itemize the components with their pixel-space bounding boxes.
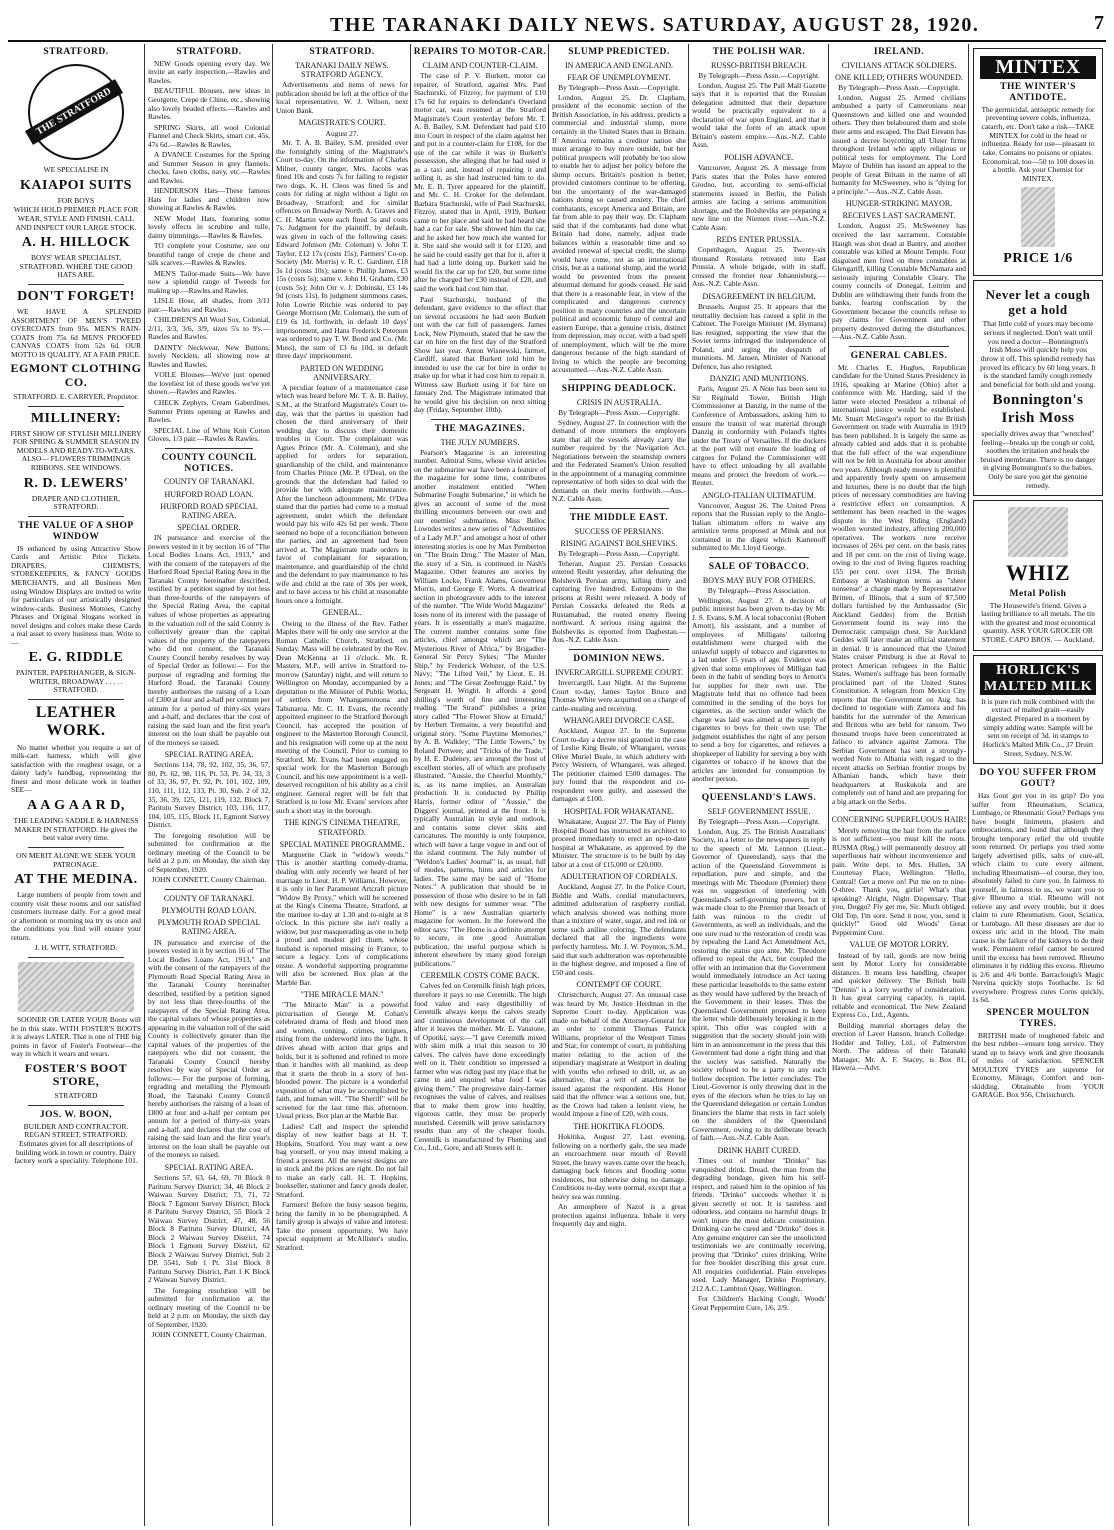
slump-head: SLUMP PREDICTED. <box>568 47 670 57</box>
mintex-title: MINTEX <box>980 56 1096 79</box>
rawles-ad: DAINTY Neckwear, New Buttons, lovely Necklets, all showing now at Rawles and Rawles. <box>148 342 270 369</box>
anglo-head: ANGLO-ITALIAN ULTIMATUM. <box>702 490 816 500</box>
cough-body: That little cold of yours may become serious if neglected. Don't wait until you need a doctor—Bonnington's Irish Moss will quickly help you throw it off. This splendid remedy has proved its efficacy by 60 long years. It is the standard family cough remedy and beneficial for both old and young. <box>980 319 1096 389</box>
col3-head: STRATFORD. <box>309 47 375 57</box>
horlicks-title: HORLICK'S MALTED MILK <box>980 663 1096 695</box>
shipping-sub: CRISIS IN AUSTRALIA. <box>576 397 662 407</box>
plymouth-body: IN pursuance and exercise of the powers vested in it by section 16 of "The Local Bodies Loans Act, 1913," and with the consent of the ratepayers of the Plymouth Road Special Rating Area in the Taranaki County hereinafter described, testified by a petition signed by not less than three-fourths of the ratepayers of the Special Rating Area, the capital values of whose properties as appearing in the valuation roll of the said County is collectively greater than the capital values of the properties of the ratepayers who did not consent, the Taranaki County Council hereby resolves by way of Special Order as follows:— For the purpose of forming, regrading and metalling the Plymouth Road, the Taranaki County Council hereby authorises the raising of a loan of £800 at four and a-half per centum per annum for a period of thirty-six years and a-half, and declares that the cost of raising the said loan and the first year's interest on the loan shall be payable out of the moneys so raised. <box>148 937 270 1160</box>
boot-body: SOONER OR LATER YOUR Boots will be in this state. WITH FOSTER'S BOOTS it is always LATER. That is one of THE big points in favor of Foster's Footwear—the way in which it wears and wears. <box>11 1014 141 1059</box>
masthead <box>0 0 1114 38</box>
ireland-sub-2: ONE KILLED; OTHERS WOUNDED. <box>835 73 963 83</box>
rawles-ad: CHILDREN'S All Wool Sox, Colonial, 2/11, 3/3, 3/6, 3/9, sizes 5's to 9's.—Rawles and Rawles. <box>148 315 270 342</box>
plymouth-area: PLYMOUTH ROAD SPECIAL RATING AREA. <box>157 918 261 937</box>
motor-body-2: Paul Stachurski, husband of the defendant, gave evidence to the effect that on several occasions he had seen Burkett out with the car full of passengers. James Lock, New Plymouth, stated that he saw the car on hire on the first day of the Stratford Show last year. Anton Wisnewski, farmer, Cardiff, stated that Burkett told him he intended to use the car for hire in order to make up for what it had cost him to repair it. Witness saw Burkett using it for hire on January 2nd. The Magistrate intimated that he would give his decision on next sitting day (Friday, September 10th). <box>414 294 546 415</box>
ceremilk-body: Calves fed on Ceremilk finish high prices, therefore it pays to use Ceremilk. The high food value and easy digestibility of Ceremilk always keeps the calves steady and continuous development of the calf after it leaves the mother. Mr. E. Vanstone, of Opotiki, says:—"I gave Ceremilk mixed with skim milk a trial this season to 30 calves. The calves have done exceedingly well on it. Their condition so impressed a farmer who was riding past my place that he came in and enquired what food I was giving them." The progressive dairy-farmer recognises the value of calves, and realises that to make them grow into healthy, vigorous cattle, they must be properly nourished. Ceremilk will prove satisfactory results than any of the cheaper foods. Ceremilk is manufactured by Fleming and Co., Ltd., Gore, and all Stores sell it. <box>414 981 546 1153</box>
general-body: Owing to the illness of the Rev. Father Maples there will be only one service at the Roman Catholic Church, Stratford, on Sunday. Mass will be celebrated by the Rev. Dean McKenna at 11 o'clock. Mr. R. Masters, M.P., will arrive in Stratford to-morrow (Saturday) night, and will return to Wellington on Monday, accompanied by a deputation to the Minister of Public Works, of settlers from Whangamomona and Tahunaroa. Mr. C. H. Evans, the recently appointed engineer to the Stratford Borough Council, has accepted the position of engineer to the Masterton Borough Council, and his resignation will come up at the next meeting of the Council. Prior to coming to Stratford, Mr. Evans had been engaged on special work for the Masterton Borough Council, and his new appointment is a well-deserved recognition of his ability as a civil engineer. General regret will be felt that Stratford is to lose Mr. Evans' services after such a short stay in the borough. <box>276 618 408 815</box>
hair-body: Merely removing the hair from the surface is not sufficient—you must kill the roots. RUSMA (Reg.) will permanently destroy all superfluous hair without inconvenience and pain. Write dept. to Mrs. Hullen, 3A Courtenay Place, Wellington. "Hello, Central! Get a move on! Put me on to nine-O-three. Thank you, girlie! What's that speaking? Alright, Night Dispensary. That you, Doggo? Fly get me, Sir. Much obliged. Old Top, I'm sore. Send it now, you, send it quickly!" Good old Woods' Great Peppermint Cure. <box>832 825 966 937</box>
byline: By Telegraph—Press Assn.—Copyright. <box>698 71 820 81</box>
riddle: E. G. RIDDLE <box>28 650 124 666</box>
shop-window: THE VALUE OF A SHOP WINDOW <box>18 521 134 542</box>
byline: By Telegraph—Press Assn.—Copyright. <box>698 817 820 827</box>
rawles-ad: NEW Model Hats, featuring some lovely effects in scrubine and tulle, dainty trimmings.—Rawles & Rawles. <box>148 213 270 240</box>
spencer-head: SPENCER MOULTON TYRES. <box>986 1007 1090 1029</box>
hillock: A. H. HILLOCK <box>21 235 131 251</box>
rawles-ad: VOILE Blouses—We've just opened the loveliest lot of these goods we've yet shown.—Rawles and Rawles. <box>148 370 270 397</box>
plymouth-tail: The foregoing resolution will be submitted for confirmation at the ordinary meeting of the Council to be held at 2 p.m. on Monday, the sixth day of September, 1920. <box>148 1285 270 1329</box>
mintex-price: PRICE 1/6 <box>1003 251 1073 267</box>
rawles-ad: A DVANCE Costumes for the Spring and Summer Season in grey flannels, checks, fawn cloths, navy, etc.—Rawles and Rawles. <box>148 150 270 185</box>
july-numbers: THE JULY NUMBERS. <box>440 437 520 447</box>
ireland-head: IRELAND. <box>873 47 925 57</box>
dom-sub: INVERCARGILL SUPREME COURT. <box>555 667 683 677</box>
hokitika-body: Hokitika, August 27. Last evening, following on a northerly gale, the sea made an encroachment near mouth of Revell Street, the heavy waves came over the beach, damaging back fences and flooding some residences, but otherwise doing no damage. Conditions to-day were normal, except that a heavy sea was running. <box>552 1132 686 1201</box>
divider <box>28 957 124 958</box>
plymouth-rating-head: SPECIAL RATING AREA. <box>164 1162 254 1172</box>
bonn-body: specially drives away that "wretched" feeling—breaks up the cough or cold, soothes the irritation and heals the bruised membrane. There is no danger in giving Bonnington's to the babies. Only be sure you get the genuine remedy. <box>980 428 1096 490</box>
motor-body: The case of P. V. Burkett, motor car repairer, of Stratford, against Mrs. Paul Stachurski, of Fitzroy, for payment of £10 17s 6d for repairs to defendant's Overland motor car, was resumed at the Stratford Magistrate's Court yesterday before Mr. T. A. B. Bailey, S.M. Defendant had paid £10 into Court in respect of the claim against her and put in a counter-claim for £108, for the use of the car while it was in Burkett's possession, she alleging that he had used it as a taxi and, instead of repairing it and selling it, as she had instructed him to do. Mr. E. B. Tyrer appeared for the plaintiff, and Mr. C. H. Croker for the defendant. Barbara Stachurski, wife of Paul Stachurski, Fitzroy, stated that in April, 1919, Burkett came to her place and said he had heard she had a car for sale. She showed him the car, and he asked her how much she wanted for it. She said she would sell it for £120, and he said he could easily get that for it, after it had had a little doing up. Burkett said he would fix the car up for £20, but some time after he charged her £30 instead of £20, and said the work had cost him that. <box>414 71 546 293</box>
column-1 <box>8 44 144 1526</box>
miracle-body: "The Miracle Man" is a powerful picturisation of George M. Cohan's celebrated drama of flesh and blood men and women, cunning, crimes, intrigues, rising from the underworld into the light. It drives ahead with action that grips and holds, but it is softened and refined to more than it handles with all mankind, as deep that it starts the throb in a story of hot-blooded power. The picture is a wonderful exposition of what may be accomplished by faith, and human will. "The Sheriff" will be screened for the last time this afternoon. Usual prices. Box plan at the Marble Bar. <box>276 1000 408 1121</box>
hunger-body: London, August 25. McSweeney has received the last sacrament. Constable Haugh was shot dead at Bantry, and another constable was killed at Mount Temple. Four disguised men fired on three constables at Glengariff, killing Constable McNamara and seriously injuring Constable Cleary. The county councils of Donegal, Leitrim and Dublin are withdrawing their funds from the banks, fearing confiscation by the Government because the councils refuse to pay claims for Government and other property destroyed during the disturbances.—Aus.-N.Z. Cable Assn. <box>832 221 966 342</box>
me-sub-2: RISING AGAINST BOLSHEVIKS. <box>560 538 678 548</box>
column-6 <box>688 44 829 1526</box>
magistrates-court: MAGISTRATE'S COURT. <box>298 118 386 128</box>
divider <box>28 284 124 285</box>
rawles-ad: TO complete your Costume, see our beautiful range of crepe de chene and silk scarves.—Rawles & Rawles. <box>148 241 270 268</box>
suits-body: WHICH HOLD PREMIER PLACE FOR WEAR, STYLE AND FINISH. CALL AND INSPECT OUR LARGE STOCK. <box>13 205 139 232</box>
hurford-area: HURFORD ROAD SPECIAL RATING AREA. <box>160 501 258 520</box>
ireland-body: London, August 25. Armed civilians ambushed a party of Cameronians near Queenstown and killed one and wounded others. They then belaboured them and stole their arms and escaped. The Dail Eireann has issued a decree boycotting all Ulster firms throughout Ireland who apply religious or political tests for employment. The Lord Mayor of Dublin has issued an appeal to the people of Great Britain in the name of all humanity for McSweeney, who is "dying for a principle."—Aus.-N.Z. Cable Assn. <box>832 92 966 196</box>
danzig-body: Paris, August 25. A Note has been sent to Sir Reginald Tower, British High Commissioner at Danzig, in the name of the Conference of Ambassadors, asking him to ensure the transit of war material through Danzig in conformity with Poland's rights under the Treaty of Versailles. If the dockers at the port will not ensure the loading of cargoes for Poland the Commissioner will have to effect unloading by all available means and protect the freedom of work.—Reuter. <box>692 384 826 488</box>
ceremilk-head: CEREMILK COSTS COME BACK. <box>420 971 540 981</box>
advance-body: Vancouver, August 26. A message from Paris states that the Poles have entered Grodno, but, according to semi-official statements issued in Berlin, the Polish armies are facing a serious ammunition shortage, and the Bolsheviks are preparing a new line on the Niemen river.—Aus.-N.Z. Cable Assn. <box>692 163 826 232</box>
tobacco-sub: BOYS MAY BUY FOR OTHERS. <box>702 575 816 585</box>
divider <box>28 699 124 700</box>
kings-body: Marguerite Clark in "widow's weeds." This is another startling comedy-drama, dealing with only recently we heard of her marriage to Lieut. H. P. Williams. However, it is only in her Paramount Artcraft picture "Widow By Proxy," which will be screened at the King's Cinema Theatre, Stratford, at the matinee to-day at 1.30 and to-night at 8 o'clock. In this picture she isn't really a widow, but just masquerading as one to help a proud and modest girl chum, whose husband is reported missing in France, to secure a legacy. Lots of complications ensue. A wonderful supporting programme will also be screened. Box plan at the Marble Bar. <box>276 849 408 987</box>
belgium-head: DISAGREEMENT IN BELGIUM. <box>702 291 816 301</box>
me-sub-1: SUCCESS OF PERSIANS. <box>574 526 664 536</box>
tobacco-by: By Telegraph—Press Association. <box>707 586 811 596</box>
rawles-ad: CHECK Zephyrs, Cream Gaberdines, Summer Prints opening at Rawles and Rawles. <box>148 398 270 425</box>
rating-area: SPECIAL RATING AREA. <box>164 750 254 760</box>
kash-logo <box>28 64 124 160</box>
lewers-sub: DRAPER AND CLOTHIER, STRATFORD. <box>31 493 121 512</box>
aagaard: A A G A A R D, <box>27 797 125 813</box>
medina: AT THE MEDINA. <box>14 872 138 888</box>
kings-cinema: THE KING'S CINEMA THEATRE, STRATFORD. <box>284 818 400 837</box>
order-body: IN pursuance and exercise of the powers vested in it by section 16 of "The Local Bodies Loans Act, 1913," and with the consent of the ratepayers of the Hurford Road Special Rating Area in the Taranaki County hereinafter described, testified by a petition signed by not less than three-fourths of the ratepayers of the Special Rating Area, the capital values of whose properties as appearing in the valuation roll of the said County is collectively greater than the capital values of the property of the ratepayers who did not consent, the Taranaki County Council hereby resolves by way of Special Order as follows:— For the purpose of regrading and forming the Hurford Road, the Taranaki County hereby authorises the raising of a Loan of £300 at four and a-half per centum per annum for a period of thirty-six years and a-half, and declares that the cost of raising the said loan and the first year's interest on the loan shall be payable out of the moneys so raised. <box>148 533 270 747</box>
dont-forget: DON'T FORGET! <box>17 289 135 305</box>
millinery: MILLINERY: <box>30 410 122 426</box>
slump-sub-2: FEAR OF UNEMPLOYMENT. <box>567 73 671 83</box>
divider <box>28 1105 124 1106</box>
queensland-sub: SELF GOVERNMENT ISSUE. <box>707 806 811 816</box>
byline: By Telegraph—Press Assn.—Copyright. <box>838 83 960 93</box>
divider <box>569 379 669 380</box>
agency-body: Advertisements and items of news for publication should be left at the office of the local representative, W. J. Wilson, next Union Bank. <box>276 80 408 115</box>
divider <box>709 788 809 789</box>
divorce-head: WHANGAREI DIVORCE CASE. <box>563 716 675 726</box>
kaiapoi-suits: KAIAPOI SUITS <box>20 177 132 193</box>
divider <box>849 810 949 811</box>
rawles-ad: BEAUTIFUL Blouses, new ideas in Georgette, Crepe de Chine, etc., showing also lovely beaded effects.—Rawles and Rawles. <box>148 86 270 122</box>
whiz-title: WHIZ <box>1005 560 1071 586</box>
rating-body: Sections 114, 78, 92, 102, 35, 36, 57, 80, Pt. 62, 98, 116, Pt. 53, Pt. 34, 33, 3 of 33, 36, 97, Pt. 92, Pt. 101, 102, 109, 110, 111, 112, 133, Pt. 30, Sub. 2 of 32, 35, 36, 39, 125, 121, 119, 132, Block 7, Paritutu Survey District; 103, 116, 117, 104, 105, 115, Block 11, Egmont Survey District. <box>148 760 270 830</box>
belgium-body: Brussels, August 25. It appears that the neutrality decision has caused a split in the Cabinet. The Foreign Minister (M. Hymans) has resigned, supporting the view that the Soviet terms infringed the independence of Poland, and urging the despatch of munitions. M. Jansen, Minister of National Defence, has also resigned. <box>692 302 826 371</box>
motor-car-head: REPAIRS TO MOTOR-CAR. <box>413 47 547 57</box>
dom-body: Invercargill, Last Night. At the Supreme Court to-day, James Taylor Bruce and Thomas White were acquitted on a charge of cattle-stealing and receiving. <box>552 678 686 713</box>
newspaper-title: THE TARANAKI DAILY NEWS. SATURDAY, AUGUST 28, 1920. <box>330 14 980 36</box>
mintex-sub: THE WINTER'S ANTIDOTE. <box>1000 82 1076 103</box>
column-3 <box>272 44 411 1526</box>
general-cables-head: GENERAL CABLES. <box>850 350 948 361</box>
rawles-ad: NEW Goods opening every day. We invite an early inspection.—Rawles and Rawles. <box>148 58 270 85</box>
col2-head: STRATFORD. <box>176 47 242 57</box>
queensland-head: QUEENSLAND'S LAWS. <box>701 792 817 803</box>
contempt-body: Christchurch, August 27. An unusual case was heard by Mr. Justice Herdman in the Supreme Court to-day. Application was made on behalf of the Attorney-General for an order to commit Thomas Patrick Williams, proprietor of the Westport Times and Star, for contempt of court, in publishing matter relating to the action of the stipendiary magistrate at Westport in dealing with youths who refused to drill, or, as an alternative, that a writ of attachment be issued against the respondent. His Honor said that the offence was a serious one, but, as the Crown had taken a lenient view, he would impose a fine of £20, with costs. <box>552 990 686 1119</box>
matinee: SPECIAL MATINEE PROGRAMME. <box>279 839 405 849</box>
mintex-body: The germicidal, antiseptic remedy for preventing severe colds, influenza, catarrh, etc. Don't take a risk—TAKE MINTEX for cold in the head or influenza. Ready for use—pleasant to take. Contains no poisons or opiates. Economical, too—50 to 100 doses in a bottle. Ask your Chemist for MINTEX. <box>981 104 1095 183</box>
lorry-body: Instead of by rail, goods are now being sent by Motor Lorry for considerable distances. It means less handling, cheaper and quicker delivery. The British built "Dennis" is a lorry worthy of consideration. It has great carrying capacity, is rapid, reliable and economical. The New Zealand Express Co., Ltd., Agents. <box>832 950 966 1020</box>
whiz-tin <box>1008 507 1068 557</box>
rating-tail: The foregoing resolution will be submitted for confirmation at the ordinary meeting of the Council to be held at 2 p.m. on Monday, the sixth day of September, 1920. <box>148 830 270 874</box>
shipping-body: Sydney, August 27. In connection with the demand of more trimmers the employers state that all the vessels already carry the number required by the Navigation Act. Negotiations between the steamship owners and the Federated Seamen's Union resulted in the appointment of a managing committee representative of both sides to deal with the demands on their merits forthwith.—Aus.-N.Z. Cable Assn. <box>552 417 686 504</box>
divorce-body: Auckland, August 27. In the Supreme Court to-day a decree nisi granted in the case of Leslie King Beale, of Whangarei, versus Olive Muriel Beale, in which adultery with Percy Western, of Whangarei, was alleged. The petitioner claimed £500 damages. The jury found that the respondent and co-respondent were guilty, and assessed the damages at £100. <box>552 726 686 804</box>
county-taranaki-2: COUNTY OF TARANAKI. <box>163 893 255 903</box>
rawles-ad: SPECIAL Line of White Knit Cotton Gloves, 1/3 pair.—Rawles & Rawles. <box>148 425 270 444</box>
me-body: Teheran, August 25. Persian Cossacks entered Resht yesterday, after defeating the Bolshevik Persian army, killing thirty and capturing five hundred. Europeans in the prisons at Resht were released. A body of Persian Cossacks defeated the Reds at Rustamabad, the routed enemy fleeing northward. A serious rising against the Bolsheviks is reported from Daghestan.—Aus.-N.Z. Cable Assn. <box>552 558 686 645</box>
rawles-ads <box>145 60 273 444</box>
agency: TARANAKI DAILY NEWS. STRATFORD AGENCY. <box>295 60 389 80</box>
special-order: SPECIAL ORDER. <box>177 523 241 533</box>
divider <box>165 889 253 890</box>
byline: By Telegraph—Press Assn.—Copyright. <box>558 408 680 418</box>
claim-sub: CLAIM AND COUNTER-CLAIM. <box>422 60 538 70</box>
court-date: August 27. <box>325 128 359 138</box>
county-notices: COUNTY COUNCIL NOTICES. <box>161 452 257 474</box>
page-number: 7 <box>1094 12 1104 34</box>
polish-body: London, August 25. The Pall Mall Gazette says that it is reported that the Russian delegation admitted that their departure would be practically equivalent to a declaration of war upon England, and that it would take the form of an attack upon Britain's eastern empire.—Aus.-N.Z. Cable Assn. <box>692 80 826 150</box>
page-columns <box>8 44 1106 1526</box>
egmont-sub: STRATFORD. E. CARRYER, Proprietor. <box>13 391 139 401</box>
cordials-head: ADULTERATION OF CORDIALS. <box>560 872 678 882</box>
rawles-ad: SPRING Skirts, all wool Colonial Flannel and Check Skirts, smart cut, 45s, 47s 6d.—Rawles & Rawles. <box>148 122 270 149</box>
horlicks-body: It is pure rich milk combined with the extract of malted grain—easily digested. Prepared in a moment by simply adding water. Sample will be sent on receipt of 3d. in stamps to Horlick's Malted Milk Co., 37 Druitt Street, Sydney, N.S.W. <box>981 696 1095 758</box>
riddle-sub: PAINTER, PAPERHANGER, & SIGN-WRITER, BROADWAY . . . . . STRATFORD. <box>15 668 137 695</box>
bonningtons: Bonnington's Irish Moss <box>992 392 1084 426</box>
medina-body: Large numbers of people from town and country visit these rooms and our satisfied customers increase daily. For a good meal or afternoon or morning tea try us once and the conditions you find will ensure your return. <box>11 890 141 942</box>
millinery-body: FIRST SHOW OF STYLISH MILLINERY FOR SPRING & SUMMER SEASON IN MODELS AND READY-TO-WEARS. ALSO— FLOWERS TRIMMINGS RIBBONS. SEE WINDOWS. <box>10 428 142 473</box>
drink-body: Times out of number "Drinko" has vanquished drink. Dread, the man from the degrading bondage, given him his self-respect, and raised him in the opinion of his friends. "Drinko" succeeds whether it is given secretly or not. It is tasteless and odourless, and contains no harmful drugs. It won't injure the most delicate constitution. Drinking can be cured and "Drinko" does it. Any genuine enquirer can see the unsolicited testimonials we are continually receiving, proving that "Drinko" cures drinking. Write for free booklet describing this great cure. All enquiries confidential. Plain envelopes used. Lady Manager, Drinko Proprietary, 212 A.C. Lambton Quay, Wellington. <box>692 1155 826 1293</box>
middle-east-head: THE MIDDLE EAST. <box>569 512 669 523</box>
magazines-head: THE MAGAZINES. <box>434 423 526 434</box>
spencer-body: BRITISH made of toughened fabric and the best rubber—ensure long service. They stand up to heavy work and give thousands of miles of satisfaction. SPENCER MOULTON TYRES are supreme for Economy, Mileage, Comfort and non-skidding. Obtainable from YOUR GARAGE. Box 956, Christchurch. <box>972 1030 1104 1100</box>
boot-sub: STRATFORD <box>54 1091 98 1101</box>
gout-head: DO YOU SUFFER FROM GOUT? <box>979 768 1097 790</box>
ladies-ad: Ladies! Call and inspect the splendid display of new leather bags at H. T. Hopkins, Stratford. You may want a new bag yourself, or you may intend making a friend a present. All the newest designs are in stock and the prices are right. Do not fail to make an early call. H. T. Hopkins, bookseller, stationer and fancy goods dealer, Stratford. <box>276 1121 408 1199</box>
suits-sub: FOR BOYS <box>57 195 95 205</box>
logo-band: THE STRATFORD KASH <box>25 79 123 145</box>
specialise: WE SPECIALISE IN <box>43 164 109 174</box>
gout-body: Has Gout got you in its grip? Do you suffer from Rheumatism, Sciatica, Lumbago, or Rheumatic Gout? Perhaps you have bought liniments, plasters and embrocations, and found that although they brought temporary relief the old trouble soon returned. Or perhaps you tried some largely advertised pills, salts or cure-all, which claim to cure every ailment, including Rheumatism—of course, they too, absolutely failed to cure you. In fairness to yourself, in fairness to us, we want you to give Rheumo a trial. Rheumo will not relieve any and every trouble, but it does claim to cure Rheumatism, Gout, Sciatica, or Lumbago. All these diseases are due to excess uric acid in the blood. The main cause is the failure of the kidneys to do their work. Permanent relief cannot be secured until the excess has been removed. Rheumo eliminates it by ridding this excess. Rheumo is 2/6 and 4/6 bottle. Barraclough's Magic Nervina quickly stops Toothache. 1s 6d everywhere. Progress cures Corns quickly, 1s 6d. <box>972 791 1104 1005</box>
column-5 <box>548 44 689 1526</box>
lewers: R. D. LEWERS' <box>23 475 129 491</box>
shop-body: IS enhanced by using Attractive Show Cards and Artistic Price Tickets. DRAPERS, CHEMISTS, STOREKEEPERS, & FANCY GOODS MERCHANTS, and all Business Men using Window Displays are invited to write for particulars of our artistically designed window-cards. Business Mottoes, Catchy Phrases and Original Slogans worked in novel designs and colors make these Cards a real asset to every business man. Write to— <box>11 543 141 647</box>
hospital-body: Whakatane, August 27. The Bay of Plenty Hospital Board has instructed its architect to proceed immediately to erect an up-to-date hospital at Whakatane, as approved by the Minister. The structure is to be built by day labor at a cost of £15,000 or £20,000. <box>552 817 686 869</box>
coughs-ad: For Children's Hacking Cough, Woods' Great Peppermint Cure, 1/6, 2/9. <box>692 1294 826 1312</box>
anglo-body: Vancouver, August 26. The United Press reports that the Russian reply to the Anglo-Italian ultimatum offers to waive any armistice terms proposed at Minsk and not contained in the digest which Kamenoff submitted to Mr. Lloyd George. <box>692 500 826 553</box>
shipping-head: SHIPPING DEADLOCK. <box>561 383 677 394</box>
column-2 <box>144 44 273 1526</box>
reds-body: Copenhagen, August 25. Twenty-six thousand Russians retreated into East Prussia. A whole brigade, with its staff, crossed the frontier near Johannisburg.—Aus.-N.Z. Cable Assn. <box>692 245 826 289</box>
whiz-body: The Housewife's friend. Gives a lasting brilliance to all metals. The tin with the greatest and most economical quantity. ASK YOUR GROCER OR STORE. CAPO BROS. — Auckland. <box>980 600 1096 645</box>
magazines-body: Pearson's Magazine is an interesting number. Admiral Sims, whose vivid articles on the submarine war have been a feature of the magazine for some time, contributes another instalment entitled "When Submarine Fought Submarine," in which he gives an account of some of the most thrilling encounters between our own and our enemies' submarines. Miss Belloc Lowndes writes a new series of "Adventures of a Lady M.P." and amongst a host of other interesting stories is one by Max Pemberton on "The Brain Drug." The Master of Man, the story of a Sin, is continued in Nash's Magazine. Other features are stories by William Locke, Frank Adams, Gouverneur Morris, and George F. Worts. A theatrical section in photogravure adds to the interest of the number. "The Wide World Magazine" loses none of its interest with the passage of years. It is essentially a man's magazine. The current number contains some fine articles, chief amongst which are "The Mysterious River of Africa," by Brigadier-General Sir Percy Sykes; "The Murder Ship," by Frederick Webster, of the U.S. Navy; "The Lifted Veil," by Lieut. E. H. Jones; and "The Great Zeebrugge Raid," by Sergeant H. Wright. It affords a good shilling's worth of fine and interesting reading. "The Strand" publishes a prize story called "The Flower Show at Ernald," by Herbert Tremaine, a very beautiful and original story. "Some Playtime Memories," by A. B. Walkley; "The Little Towers," by Roland Pertwee; and "Tricks of the Trade," by H. E. Dudeney, are amongst the host of excellent stories, all of which are profusely illustrated. "Aussie, the Cheerful Monthly," is, as its name implies, an Australian production. It is conducted by Phillip Harris, former editor of "Aussie," the Diggers' journal, printed at the front. It is typically Australian in style and outlook, and contains some clever skits and caricatures. The monthly is only fourpence, which will have a large vogue in and out of the island continent. The July number of "Weldon's Ladies' Journal" is, as usual, full of modes, patterns, hints and articles for ladies. The same may be said of "Home Notes." A publication that should be in possession of those who desire to be in fall with new designs for summer wear. "The Home" is a new Australian quarterly magazine for women. In the foreword the editor says: "The Home is a definite attempt to secure, in one good Australian publication, the useful purpose which is inherent elsewhere by many good foreign publications." <box>414 447 546 968</box>
hospital-head: HOSPITAL FOR WHAKATANE. <box>564 806 674 816</box>
reds-prussia: REDS ENTER PRUSSIA. <box>716 235 802 245</box>
hillock-sub: BOYS' WEAR SPECIALIST, STRATFORD. WHERE THE GOOD HATS ARE. <box>19 253 133 280</box>
boot-illustration <box>18 962 134 1012</box>
hokitika-head: THE HOKITIKA FLOODS. <box>573 1121 665 1131</box>
column-8 <box>968 44 1107 1526</box>
polish-sub: RUSSO-BRITISH BREACH. <box>710 60 807 70</box>
leather-body: No matter whether you require a set of milk-cart harness, which will give satisfaction with the roughest usage, or a dainty lady's handbag, representing the finest and most delicate work in leather SEE— <box>11 742 141 795</box>
queensland-body: London, Aug. 25. The British Australians' Society, in a letter to the newspapers in reply to the speech of Mr. Lennon (Lieut.-Governor of Queensland), says that the action of the Queensland Government is repudiation, pure and simple, and the meetings with Mr. Theodore (Premier) there was no suggestion of interfering with Queensland's self-governing powers, but it was made clear to the Premier that breach of faith was ruinous to the credit of Governments, as well as individuals, and the one sure road to the restoration of credit was by repealing the Land Act Amendment Act, restoring the status quo ante. Mr. Theodore offered to repeal the Act, but coupled the offer with an intimation that the Government would immediately introduce an Act taxing these particular leaseholds to the same extent as they would have suffered by the breach of the Government in their leases. Thus the Queensland Government proposed to keep the letter while deliberately breaking it in the spirit. This offer was coupled with a suggestion that the society should join with him in an announcement in the press that this Government had done a right thing and that the society was satisfied. Naturally the society refused to be a party to any such hollow deception. The letter concludes: The Lieut.-Governor is only throwing dust in the eyes of the electors when he tries to lay on the Queensland delegation or certain London financiers the blame that rests in fact solely on the shoulders of the Queensland Government, owing to its deliberate breach of faith.—Aus.-N.Z. Cable Assn. <box>692 826 826 1143</box>
column-4 <box>410 44 549 1526</box>
divider <box>849 346 949 347</box>
divider <box>28 516 124 517</box>
farmers-ad: Farmers! Before the busy season begins, bring the family in to be photographed. A family group is always of value and interest. Take the present opportunity. We have special equipment at McAllister's studio, Stratford. <box>276 1200 408 1252</box>
slump-body: London, August 25. Dr. Clapham, president of the economic section of the British Association, in his address, predicts a commercial and industrial slump, more certainly in the United States than in Britain. If America remains a creditor nation she must arrange to buy more outside, but her political prospects will probably be too slow to enable her to adjust her policy before the slump occurs. Britain's position is better, provided customers continue to be offering, but the uncertainty of the war-damaged nations doing so caused anxiety. The chief combatants, except America and Britain, are far from able to pay their way. Dr. Clapham said that if the combatants had done what Britain had done, namely, adjust trade balances within a reasonable time and so avoided renewal of special credit, the slump would have come, not as an international crisis, but as a national slump, and the world would be prevented from the present abnormal demand for goods ceased. He said that there is a reasonable fear, in view of the complicated and dangerous currency position in many countries and the uncertain political and economic future of central and eastern Europe, that a genuine crisis, distinct from depression, may occur, with a bad spell of unemployment, which will be the more dangerous because of the high standard of living to which the people are becoming accustomed.—Aus.-N.Z. Cable Assn. <box>552 92 686 375</box>
polish-advance: POLISH ADVANCE. <box>724 152 794 162</box>
contempt-head: CONTEMPT OF COURT. <box>576 980 662 990</box>
divider <box>28 847 124 848</box>
court-body: Mr. T. A. B. Bailey, S.M. presided over the fortnightly sitting of the Magistrate's Court to-day. On the information of Charles Milner, county ranger, Mrs. Jacobs was fined 10s and costs 7s for failing to register two dogs. K. H. Cleos was fined 5s and costs for riding at night without a light on Broadway, Stratford; and for similar offences on Broadway North. A. Graves and C. H. Martin were each fined 5s and costs 7s. Judgment for the plaintiff, by default, was given in each of the following cases: Edward Johnson (Mr. Coleman) v. John T. Taylor, £12 17s (costs 15s); Farmers' Co-op. Society (Mr. Morris) v. R. C. Gardiner, £18 3s 1d (costs 10s); same v. Phillip James, £3 15s (costs 5s); same v. John H. Graham, £30 (costs 5s); John Orr v. J. Dobinski, £3 14s 9d (costs 11s). In judgment summons cases, John Lowrie Ritchie was ordered to pay George Morrison (Mr. Coleman), the sum of £19 6s 1d, forthwith, in default 10 days' imprisonment, and Hans Frederick Peterson was ordered to pay T. W. Bond and Co. (Mr. Moss), the sum of £3 6s 10d, in default three days' imprisonment. <box>276 138 408 361</box>
boon: JOS. W. BOON, <box>39 1109 113 1120</box>
tobacco-head: SALE OF TOBACCO. <box>708 561 810 572</box>
wedding-head: PARTED ON WEDDING ANNIVERSARY. <box>300 363 384 382</box>
whiz-sub: Metal Polish <box>1009 588 1067 599</box>
boon-sub: BUILDER AND CONTRACTOR. REGAN STREET, STRATFORD. Estimates given for all descriptions of building work in town or country. Dairy factory work a speciality. Telephone 101. <box>14 1121 138 1166</box>
hunger-sub: RECEIVES LAST SACRAMENT. <box>842 211 956 221</box>
lorry-head: VALUE OF MOTOR LORRY. <box>849 940 949 950</box>
ireland-sub: CIVILIANS ATTACK SOLDIERS. <box>841 60 957 70</box>
county-taranaki: COUNTY OF TARANAKI. <box>163 477 255 487</box>
slump-sub-1: IN AMERICA AND ENGLAND. <box>565 60 673 70</box>
dominion-head: DOMINION NEWS. <box>573 653 665 664</box>
horlicks-ad <box>973 655 1103 765</box>
medina-pre: ON MERIT ALONE WE SEEK YOUR PATRONAGE. <box>16 850 136 869</box>
mintex-ad <box>973 48 1103 276</box>
rawles-ad: MEN'S Tailor-made Suits—We have now a splendid range of Tweeds for making up.—Rawles and Rawles. <box>148 268 270 295</box>
cables-body: Mr. Charles E. Hughes, Republican candidate for the United States Presidency in 1916, speaking at Marine (Ohio) after a conference with Mr. Harding, said if the latter were elected President a tribunal of international justice would be established. Mr. Stuart McGregor's report to the British Government on trade with Australia in 1919 has been published. It is largely the same as already cabled and adds that it is probable that the full effect of the war expenditure will not be felt in Australia for about another two years. Although ready money is plentiful and apparently freely spent on amusement and luxuries, there is no doubt that the high prices of necessary commodities are having a restrictive effect on consumption. A settlement has been reached in the wages dispute in the West Riding (England) woollen worsted industry, affecting 200,000 operatives. The workers now receive increases of 26¼ per cent. on the basis rates and 18 per cent. on the cost of living wage, owing to the cost of living figures reaching 155 per cent. over 1194. The British Embassy at Washington terms as "sheer nonsense" a charge made by Representative Britten, of Illinois, that a sum of $7,500 dollars furnished by the Ambassador (Sir Auckland Geddes) from the British Government found its way into the Democratic campaign chest. Sir Auckland Geddes will later make an official statement in denial. It is announced that the United States cruiser Pittsburg is due at Reval to protect American refugees in the Baltic States. Women's suffrage has been formally proclaimed part of the United States Constitution. A telegram from Mexico City reports that the Government on Aug. has declined to negotiate with Zamora and his bandits for the surrender of the American and Britons who are held for ransom. Two thousand troops have been concentrated at Jalisco to advance against Zamora. The Serbian Government has sent a strongly-worded Note to Albania with regard to the recent attacks on Serbian frontier troops by Albanian bands, which have their headquarters at Ruskukola and are completely out of hand and are preparing for a big attack on the Serbs. <box>832 362 966 806</box>
building-ad: Building material shortages delay the erection of Laver Hanson, branch Colledge. Hodder and Tolley, Ltd., of Palmerston North. The address of their Taranaki Manager, Mr. A. F. Stacey, is Box 81, Hawera.—Advt. <box>832 1020 966 1073</box>
danzig-head: DANZIG AND MUNITIONS. <box>709 374 809 384</box>
egmont-body: WE HAVE A SPLENDID ASSORTMENT OF MEN'S TWEED OVERCOATS from 95s. MEN'S RAIN-COATS from 75s 6d MEN'S PROOFED CANVAS COATS from 52s 6d. OUR MOTTO IS QUALITY, AT A FAIR PRICE. <box>11 307 141 359</box>
egmont-clothing: EGMONT CLOTHING CO. <box>10 361 142 390</box>
hair-head: CONCERNING SUPERFLUOUS HAIR! <box>831 815 967 825</box>
cough-title: Never let a cough get a hold <box>985 286 1091 317</box>
cordials-body: Auckland, August 27. In the Police Court, Biddle and Walls, cordial manufacturers, admitted adulteration of raspberry cordial, which analysis showed was nothing more than a mixture of water, sugar, and red ink or some such aniline coloring. The defendants declared that all the ingredients were perfectly harmless. Mr. J. W. Poynton, S.M., said that such adulteration was reprehensible in the highest degree, and imposed a fine of £50 and costs. <box>552 882 686 977</box>
plymouth-rating: Sections 57, 63, 64, 69, 70 Block 8 Paritutu Survey District; 34, 46 Block 2 Waiwau Survey District; 73, 71, 72 Block 7 Egmont Survey District; Block 8 Paritutu Survey District, 55 Block 2 Waiwau Survey District; 47, 48, 56 Block 8 Paritutu Survey District, 4A Block 2 Waiwau Survey District, 74 Block 1 Egmont Survey District, 62 Block 2 Waiwau Survey District, Sub 2 DP. 5541, Sub 1 Pt. 31st Block 8 Paritutu Survey District, Part 1 K Block 2 Waiwau Survey District. <box>148 1173 270 1285</box>
divider <box>28 406 124 407</box>
witt: J. H. WITT, STRATFORD. <box>34 943 118 953</box>
drink-head: DRINK HABIT CURED. <box>717 1145 801 1155</box>
divider <box>431 419 529 420</box>
polish-war-head: THE POLISH WAR. <box>712 47 806 57</box>
whiz-ad <box>973 500 1103 650</box>
rawles-ad: LISLE Hose, all shades, from 3/11 pair.—Rawles and Rawles. <box>148 296 270 314</box>
nazol-ad: An atmosphere of Nazol is a great protection against influenza. Inhale it very frequently day and night. <box>552 1202 686 1229</box>
miracle-man: "THE MIRACLE MAN." <box>300 990 384 1000</box>
hunger-head: HUNGER-STRIKING MAYOR. <box>845 199 953 209</box>
aagaard-sub: THE LEADING SADDLE & HARNESS MAKER IN STRATFORD. He gives the best value every time. <box>13 816 139 843</box>
bonningtons-ad <box>973 280 1103 497</box>
hurford-loan: HURFORD ROAD LOAN. <box>164 489 254 499</box>
connett: JOHN CONNETT, County Chairman. <box>151 875 267 885</box>
byline: By Telegraph—Press Assn.—Copyright. <box>558 83 680 93</box>
rawles-ad: HENDERSON Hats—These famous Hats for ladies and children now showing at Rawles & Rawles. <box>148 186 270 213</box>
divider <box>569 649 669 650</box>
fosters-boot-store: FOSTER'S BOOT STORE, <box>24 1060 128 1089</box>
byline: By Telegraph—Press Assn.—Copyright. <box>558 549 680 559</box>
masthead-rule <box>8 40 1106 42</box>
column-7 <box>828 44 969 1526</box>
tobacco-body: Wellington, August 27. A decision of public interest has been given to-day by Mr. J. S. Evans, S.M. A local tobacconist (Robert Arnott), his assistant, and a number of employees of Milligans' tailoring establishment were charged with the unlawful supply of tobacco and cigarettes to a lad under 15 years of age. Evidence was given that some employees of Milligan had been in the habit of sending boys to Arnott's for supplies for their own use. The Magistrate held that no offence had been committed in the sending of the boys for cigarettes, as the section under which the charge was laid was aimed at the supply of cigarettes to boys for their own use. The judgment establishes the right of any person to send a boy for cigarettes, and relieves a shopkeeper of liability for serving a boy with cigarettes or tobacco if he knows that the articles are intended for consumption by another person. <box>692 595 826 784</box>
wedding-body: A peculiar feature of a maintenance case which was heard before Mr. T. A. B. Bailey, S.M., at the Stratford Magistrate's Court to-day, was that the parties in question had chosen the third anniversary of their wedding day to discuss their domestic troubles in Court. The complainant was Agnes Prince (Mr. A. Coleman), and she applied for orders for separation, guardianship of the child, and maintenance from Charles Prince (Mr. P. O'Dea), on the grounds that the defendant had failed to provide her with adequate maintenance. After the luncheon adjournment, Mr. O'Dea stated that the parties had come to a mutual agreement, under which the defendant would pay his wife 42s 6d per week. There seemed no hope of a reconciliation between the parties, and an agreement had been arrived at. The Magistrate made orders in favor of complainant for separation, maintenance, and guardianship of the child and the defendant to pay maintenance to his wife and child at the rate of 30s per week, and to have access to his child at reasonable hours once a fortnight. <box>276 382 408 605</box>
connett-2: JOHN CONNETT, County Chairman. <box>151 1330 267 1340</box>
plymouth-loan: PLYMOUTH ROAD LOAN. <box>161 905 257 915</box>
leather-work: LEATHER WORK. <box>35 704 117 740</box>
divider <box>165 448 253 449</box>
divider <box>709 557 809 558</box>
col1-head: STRATFORD. <box>43 47 109 57</box>
general-head: GENERAL. <box>322 608 362 618</box>
divider <box>569 508 669 509</box>
mintex-bottle <box>1021 187 1055 247</box>
